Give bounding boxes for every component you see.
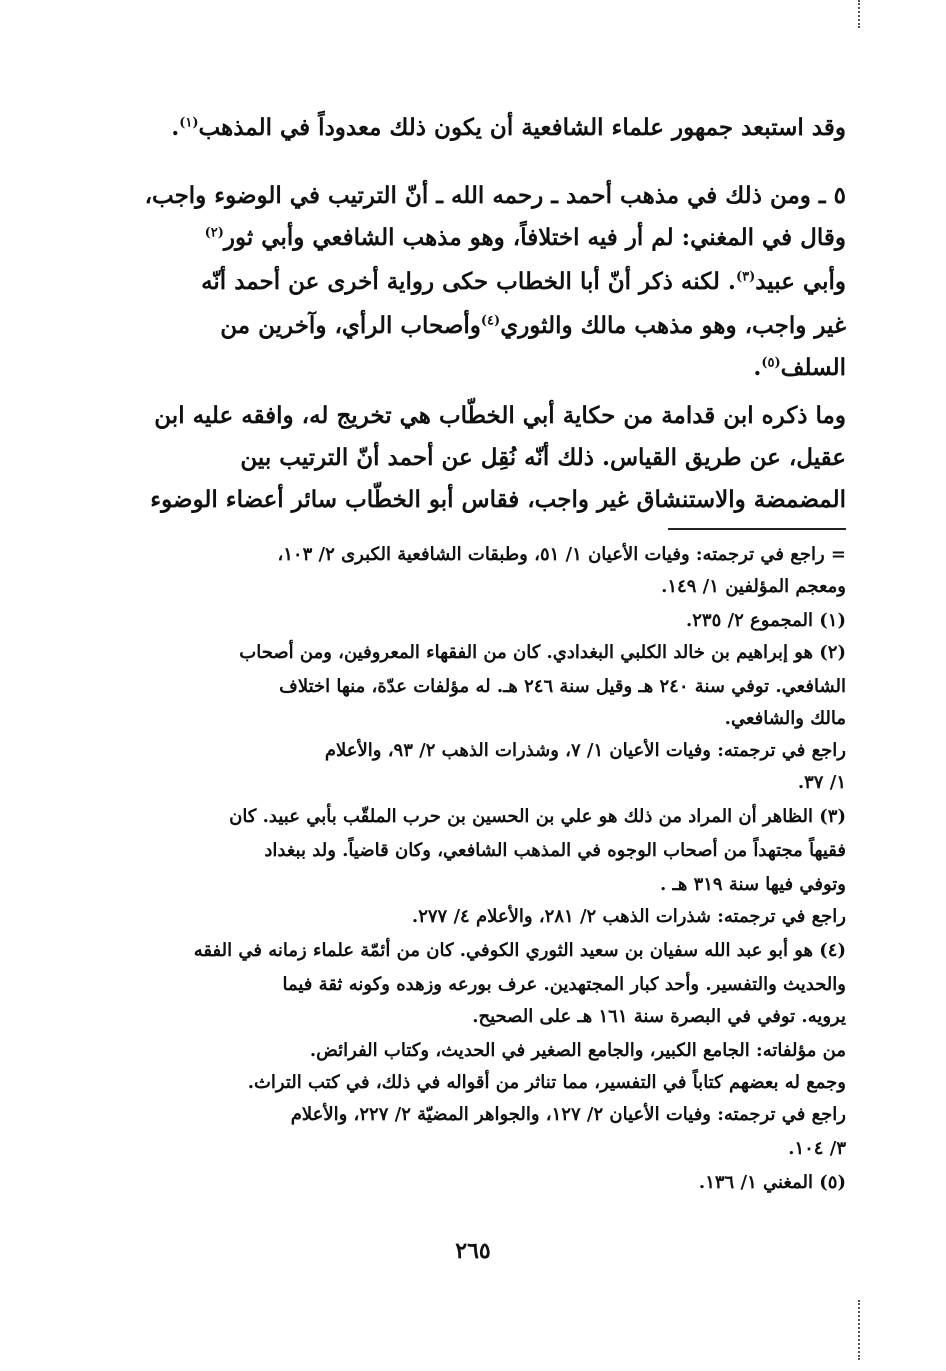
- paragraph-line: السلف$^{(٥)}$.: [753, 354, 846, 381]
- page-number: ٢٦٥: [455, 1238, 491, 1264]
- footnote-ref[interactable]: (١): [179, 115, 199, 131]
- footnote-line: ١/ ٣٧.: [797, 772, 846, 793]
- scan-edge-mark: [858, 0, 862, 28]
- footnote-line: فقيهاً مجتهداً من أصحاب الوجوه في المذهب الشافعي، وكان قاضياً. ولد ببغداد: [264, 840, 846, 861]
- footnote-1: (١) المجموع ٢/ ٢٣٥.: [685, 610, 846, 631]
- footnote-line: وجمع له بعضهم كتاباً في التفسير، مما تناثر من أقواله في ذلك، في كتب التراث.: [247, 1072, 846, 1093]
- footnote-line: راجع في ترجمته: شذرات الذهب ٢/ ٢٨١، والأعلام ٤/ ٢٧٧.: [411, 906, 846, 927]
- footnote-line: يرويه. توفي في البصرة سنة ١٦١ هـ على الصحيح.: [472, 1006, 846, 1027]
- footnote-line: والحديث والتفسير. وأحد كبار المجتهدين. عرف بورعه وزهده وكونه ثقة فيما: [282, 974, 846, 995]
- paragraph-line: وقال في المغني: لم أر فيه اختلافاً، وهو مذهب الشافعي وأبي ثور$^{(٢)}$: [204, 224, 846, 251]
- footnote-ref[interactable]: (٤): [480, 313, 501, 329]
- paragraph-line: غير واجب، وهو مذهب مالك والثوري$^{(٤)}$وأصحاب الرأي، وآخرين من: [220, 312, 846, 339]
- footnote-line: وتوفي فيها سنة ٣١٩ هـ .: [660, 874, 846, 895]
- footnote-4: (٤) هو أبو عبد الله سفيان بن سعيد الثوري الكوفي. كان من أئمّة علماء زمانه في الفقه: [193, 940, 846, 961]
- footnote-line: = راجع في ترجمته: وفيات الأعيان ١/ ٥١، وطبقات الشافعية الكبرى ٢/ ١٠٣،: [277, 544, 846, 565]
- paragraph-line: وقد استبعد جمهور علماء الشافعية أن يكون ذلك معدوداً في المذهب$^{(١)}$.: [171, 114, 846, 141]
- footnote-line: ومعجم المؤلفين ١/ ١٤٩.: [661, 576, 846, 597]
- footnote-line: ٣/ ١٠٤.: [788, 1138, 846, 1159]
- footnote-ref[interactable]: (٥): [761, 355, 781, 371]
- footnote-line: الشافعي. توفي سنة ٢٤٠ هـ وقيل سنة ٢٤٦ هـ. له مؤلفات عدّة، منها اختلاف: [279, 676, 846, 697]
- paragraph-line: عقيل، عن طريق القياس. ذلك أنّه نُقِل عن أحمد أنّ الترتيب بين: [240, 444, 846, 471]
- paragraph-line: ٥ ـ ومن ذلك في مذهب أحمد ـ رحمه الله ـ أنّ الترتيب في الوضوء واجب،: [144, 182, 846, 209]
- scan-edge-mark: [858, 1300, 862, 1360]
- footnote-5: (٥) المغني ١/ ١٣٦.: [698, 1172, 846, 1193]
- footnote-ref[interactable]: (٣): [735, 269, 756, 285]
- footnote-line: من مؤلفاته: الجامع الكبير، والجامع الصغير في الحديث، وكتاب الفرائض.: [309, 1040, 846, 1061]
- footnote-separator: [668, 528, 846, 530]
- paragraph-line: وما ذكره ابن قدامة من حكاية أبي الخطّاب هي تخريج له، وافقه عليه ابن: [154, 402, 846, 429]
- footnote-3: (٣) الظاهر أن المراد من ذلك هو علي بن الحسين بن حرب الملقّب بأبي عبيد. كان: [229, 806, 846, 827]
- footnote-line: مالك والشافعي.: [724, 708, 846, 729]
- footnote-2: (٢) هو إبراهيم بن خالد الكلبي البغدادي. كان من الفقهاء المعروفين، ومن أصحاب: [239, 642, 846, 663]
- paragraph-line: وأبي عبيد$^{(٣)}$. لكنه ذكر أنّ أبا الخطاب حكى رواية أخرى عن أحمد أنّه: [201, 268, 846, 295]
- footnote-line: راجع في ترجمته: وفيات الأعيان ١/ ٧، وشذرات الذهب ٢/ ٩٣، والأعلام: [324, 740, 846, 761]
- footnote-line: راجع في ترجمته: وفيات الأعيان ٢/ ١٢٧، والجواهر المضيّة ٢/ ٢٢٧، والأعلام: [290, 1104, 846, 1125]
- paragraph-line: المضمضة والاستنشاق غير واجب، فقاس أبو الخطّاب سائر أعضاء الوضوء: [150, 486, 846, 513]
- footnote-ref[interactable]: (٢): [204, 225, 224, 241]
